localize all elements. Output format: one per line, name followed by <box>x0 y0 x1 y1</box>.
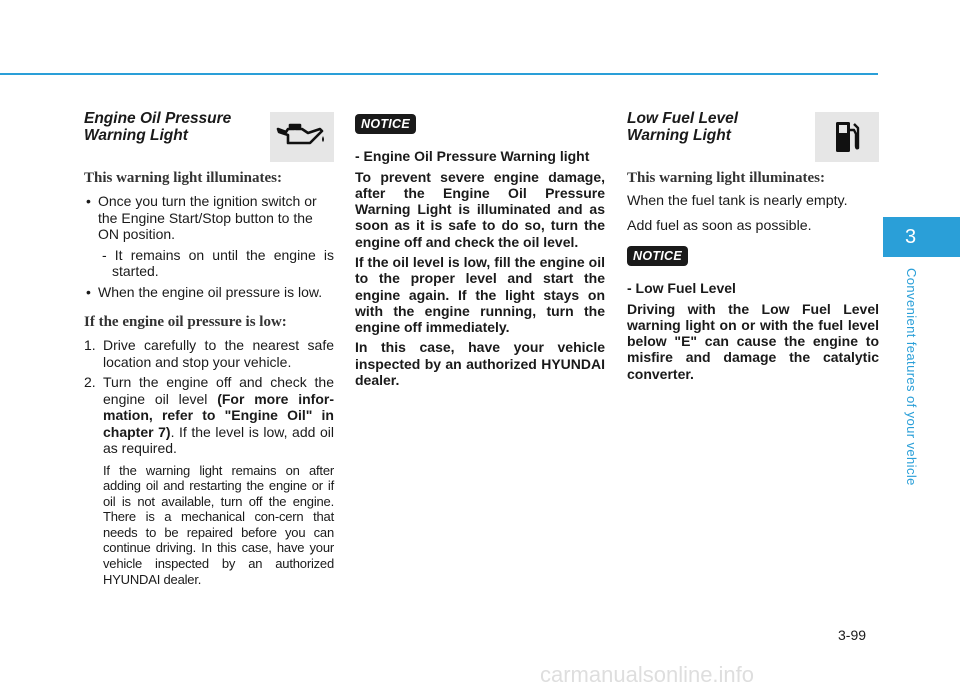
illuminates-subhead: This warning light illuminates: <box>84 170 282 186</box>
low-pressure-subhead: If the engine oil pressure is low: <box>84 314 287 330</box>
heading-line-2: Warning Light <box>627 127 731 144</box>
heading-line-2: Warning Light <box>84 127 188 144</box>
low-fuel-section <box>627 110 879 386</box>
chapter-title: Convenient features of your vehicle <box>904 268 919 486</box>
watermark: carmanualsonline.info <box>540 662 755 687</box>
low-fuel-heading-block <box>627 110 879 162</box>
step-1 <box>84 337 334 370</box>
chapter-number: 3 <box>905 225 917 248</box>
illuminates-subhead: This warning light illuminates: <box>627 170 825 186</box>
oil-notice-section <box>355 110 605 392</box>
top-rule <box>0 73 878 75</box>
fuel-pump-icon <box>815 112 879 162</box>
page-number: 3-99 <box>838 627 867 643</box>
heading-line-1: Engine Oil Pressure <box>84 110 232 127</box>
add-fuel: Add fuel as soon as possible. <box>627 217 812 234</box>
notice-para-3: In this case, have your vehicle inspected by an authorized HYUNDAI dealer. <box>355 339 605 389</box>
step-2-reference: (For more infor-mation, refer to "Engine Oil" in chapter 7) <box>103 390 334 440</box>
step-2-text-b: . If the level is low, add oil as required. <box>103 423 334 456</box>
step-1-text: Drive carefully to the nearest safe location and stop your vehicle. <box>103 337 334 370</box>
bullet-ignition: • Once you turn the ignition switch or the Engine Start/Stop button to the ON position. <box>84 193 334 243</box>
step-2-number: 2. <box>84 374 96 390</box>
fuel-nearly-empty: When the fuel tank is nearly empty. <box>627 193 848 209</box>
notice-para-2: If the oil level is low, fill the engine oil to the proper level and start the engine again. If the light stays on with the engine running, turn the engine off immediately. <box>355 253 605 336</box>
oil-can-icon <box>270 112 334 162</box>
engine-oil-heading-block <box>84 110 334 162</box>
engine-oil-section <box>84 110 334 587</box>
chapter-title-vertical <box>905 268 921 493</box>
bullet-low-pressure: • When the engine oil pressure is low. <box>84 284 334 301</box>
step-1-number: 1. <box>84 337 96 353</box>
subnote-engine-started: - It remains on until the engine is started. <box>102 246 334 279</box>
notice-title: - Engine Oil Pressure Warning light <box>355 148 590 164</box>
notice-para-1: To prevent severe engine damage, after the Engine Oil Pressure Warning Light is illuminated and as soon as it is safe to do so, turn the engine off and check the oil level. <box>355 168 605 250</box>
notice-para: Driving with the Low Fuel Level warning light on or with the fuel level below "E" can cause the engine to misfire and damage the catalytic converter. <box>627 300 879 382</box>
mechanical-concern-note: If the warning light remains on after adding oil and restarting the engine or if oil is not available, turn off the engine. There is a mechanical con-cern that needs to be repaired before you can continue driving. In this case, have your vehicle inspected by an authorized HYUNDAI dealer. <box>103 462 334 587</box>
notice-badge: NOTICE <box>355 114 416 134</box>
notice-badge: NOTICE <box>627 246 688 266</box>
step-2 <box>84 374 334 457</box>
heading-line-1: Low Fuel Level <box>627 110 739 127</box>
step-2-text-a: Turn the engine off and check the engine oil level <box>103 374 334 407</box>
chapter-tab <box>883 217 960 257</box>
notice-title: - Low Fuel Level <box>627 280 736 296</box>
